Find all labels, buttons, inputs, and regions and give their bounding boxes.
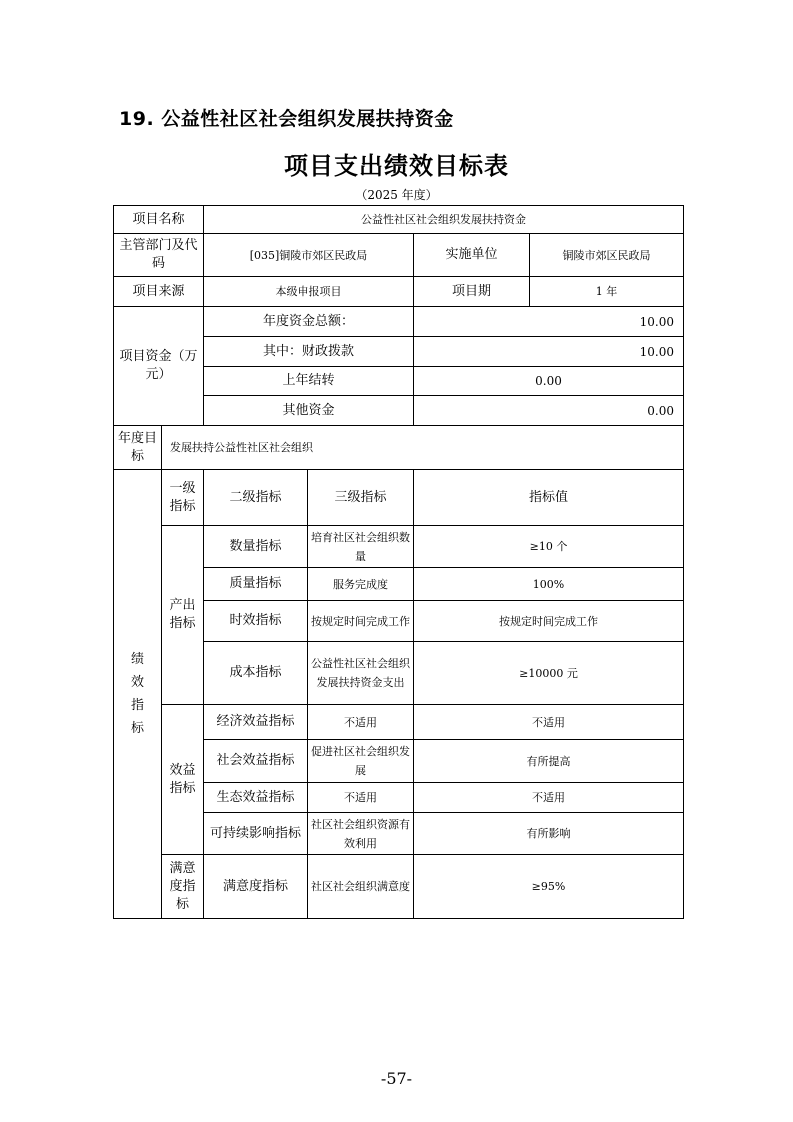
header-level2: 二级指标 <box>204 470 308 526</box>
output-value: 按规定时间完成工作 <box>414 601 684 642</box>
benefit-value: 不适用 <box>414 705 684 740</box>
output-label: 产出指标 <box>162 526 204 705</box>
output-level2: 数量指标 <box>204 526 308 568</box>
header-value: 指标值 <box>414 470 684 526</box>
dept-value: [035]铜陵市郊区民政局 <box>204 234 414 277</box>
table-title: 项目支出绩效目标表 <box>284 152 509 180</box>
funds-value-other: 0.00 <box>414 396 684 426</box>
dept-label: 主管部门及代码 <box>114 234 204 277</box>
header-level1: 一级指标 <box>162 470 204 526</box>
benefit-level3: 促进社区社会组织发展 <box>308 740 414 783</box>
output-value: ≥10 个 <box>414 526 684 568</box>
benefit-value: 有所提高 <box>414 740 684 783</box>
page-number: -57- <box>380 1069 413 1088</box>
satisfaction-label: 满意度指标 <box>162 855 204 919</box>
benefit-level2: 可持续影响指标 <box>204 813 308 855</box>
benefit-level3: 社区社会组织资源有效利用 <box>308 813 414 855</box>
output-value: ≥10000 元 <box>414 642 684 705</box>
output-level2: 成本指标 <box>204 642 308 705</box>
funds-value-fiscal: 10.00 <box>414 337 684 367</box>
benefit-level3: 不适用 <box>308 705 414 740</box>
output-value: 100% <box>414 568 684 601</box>
impl-label: 实施单位 <box>414 234 530 277</box>
satisfaction-level2: 满意度指标 <box>204 855 308 919</box>
source-label: 项目来源 <box>114 277 204 307</box>
project-name-value: 公益性社区社会组织发展扶持资金 <box>204 206 684 234</box>
benefit-level2: 经济效益指标 <box>204 705 308 740</box>
output-level2: 质量指标 <box>204 568 308 601</box>
goal-label: 年度目标 <box>114 426 162 470</box>
benefit-level2: 社会效益指标 <box>204 740 308 783</box>
funds-label-fiscal: 其中：财政拨款 <box>204 337 414 367</box>
period-value: 1 年 <box>530 277 684 307</box>
source-value: 本级申报项目 <box>204 277 414 307</box>
output-level3: 公益性社区社会组织发展扶持资金支出 <box>308 642 414 705</box>
output-level3: 按规定时间完成工作 <box>308 601 414 642</box>
funds-label: 项目资金（万元） <box>114 307 204 426</box>
goal-value: 发展扶持公益性社区社会组织 <box>162 426 684 470</box>
funds-label-carryover: 上年结转 <box>204 367 414 396</box>
perf-label: 绩效指标 <box>114 470 162 919</box>
impl-value: 铜陵市郊区民政局 <box>530 234 684 277</box>
project-name-label: 项目名称 <box>114 206 204 234</box>
benefit-value: 有所影响 <box>414 813 684 855</box>
benefit-level3: 不适用 <box>308 783 414 813</box>
funds-label-other: 其他资金 <box>204 396 414 426</box>
funds-label-total: 年度资金总额： <box>204 307 414 337</box>
funds-value-carryover: 0.00 <box>414 367 684 396</box>
output-level3: 培育社区社会组织数量 <box>308 526 414 568</box>
benefit-label: 效益指标 <box>162 705 204 855</box>
year-label: （2025 年度） <box>355 188 438 202</box>
header-level3: 三级指标 <box>308 470 414 526</box>
benefit-level2: 生态效益指标 <box>204 783 308 813</box>
output-level2: 时效指标 <box>204 601 308 642</box>
satisfaction-level3: 社区社会组织满意度 <box>308 855 414 919</box>
funds-value-total: 10.00 <box>414 307 684 337</box>
satisfaction-value: ≥95% <box>414 855 684 919</box>
performance-target-table <box>113 205 684 919</box>
section-title: 19. 公益性社区社会组织发展扶持资金 <box>119 108 454 130</box>
benefit-value: 不适用 <box>414 783 684 813</box>
period-label: 项目期 <box>414 277 530 307</box>
output-level3: 服务完成度 <box>308 568 414 601</box>
